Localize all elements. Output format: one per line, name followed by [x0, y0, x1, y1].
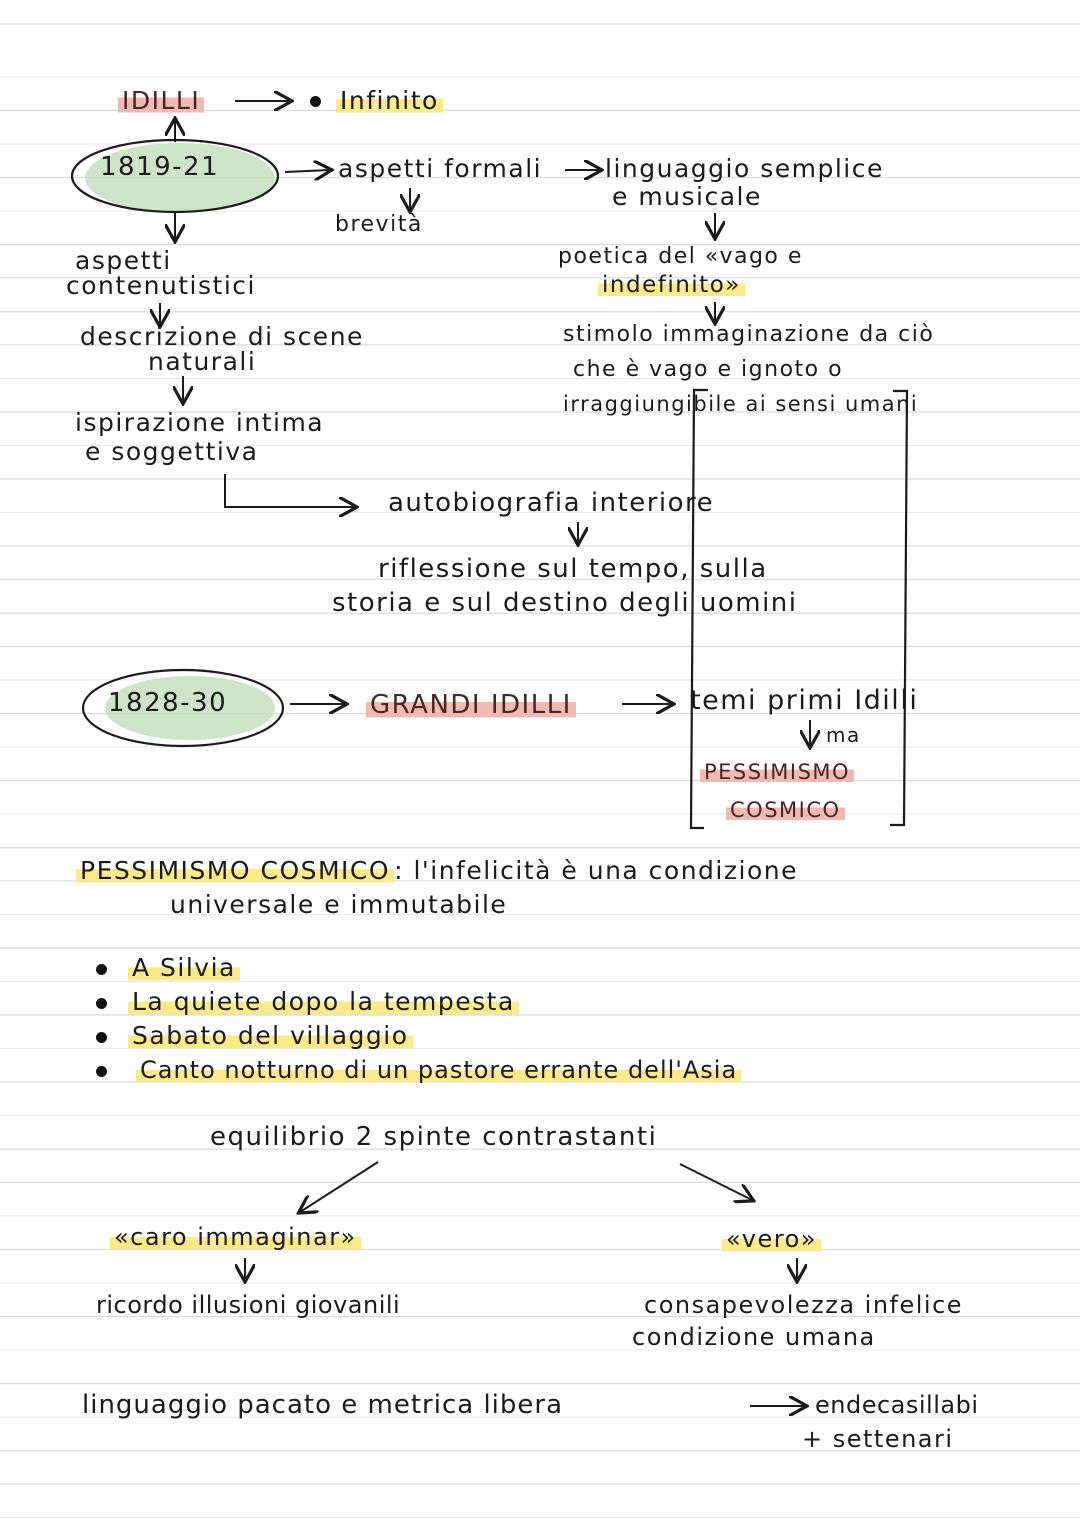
contenutistici-text: contenutistici — [66, 271, 256, 300]
work-item: A Silvia — [128, 953, 240, 982]
condizione-umana: condizione umana — [632, 1323, 876, 1351]
endecasillabi: endecasillabi — [815, 1391, 979, 1419]
equilibrio-title: equilibrio 2 spinte contrastanti — [210, 1122, 658, 1152]
idilli-label: IDILLI — [118, 86, 204, 115]
infinito-text: Infinito — [336, 86, 443, 115]
bullet-dot — [96, 964, 107, 975]
work-item: Sabato del villaggio — [128, 1021, 413, 1050]
caro-immaginar: «caro immaginar» — [110, 1223, 361, 1251]
grandi-idilli-label: GRANDI IDILLI — [366, 690, 576, 720]
work-item: Canto notturno di un pastore errante dell'Asia — [136, 1056, 741, 1084]
bullet-dot — [96, 998, 107, 1009]
linguaggio-pacato: linguaggio pacato e metrica libera — [82, 1390, 564, 1420]
ricordo-illusioni: ricordo illusioni giovanili — [96, 1291, 401, 1319]
ma-text: ma — [826, 723, 861, 747]
vero-label: «vero» — [722, 1225, 821, 1253]
temi-primi-idilli: temi primi Idilli — [690, 685, 919, 716]
pessimismo-definition-1: : l'infelicità è una condizione — [394, 856, 798, 885]
work-item: La quiete dopo la tempesta — [128, 987, 519, 1016]
pessimismo-cosmico-term: PESSIMISMO COSMICO — [76, 856, 394, 885]
box-cosmico: COSMICO — [726, 798, 845, 822]
years-1828-30: 1828-30 — [108, 688, 228, 718]
indefinito: indefinito» — [598, 272, 745, 298]
soggettiva-text: e soggettiva — [85, 437, 259, 466]
pessimismo-definition-2: universale e immutabile — [170, 890, 508, 919]
bullet-dot — [310, 96, 321, 107]
consapevolezza-infelice: consapevolezza infelice — [644, 1291, 964, 1319]
years-1819-21: 1819-21 — [100, 152, 220, 182]
e-musicale: e musicale — [612, 182, 762, 211]
stimolo-line-2: che è vago e ignoto o — [573, 357, 844, 382]
ispirazione-text: ispirazione intima — [75, 408, 325, 437]
autobiografia-interiore: autobiografia interiore — [388, 488, 715, 518]
bullet-dot — [96, 1032, 107, 1043]
naturali-text: naturali — [148, 347, 257, 376]
box-pessimismo: PESSIMISMO — [700, 760, 854, 784]
stimolo-line-1: stimolo immaginazione da ciò — [563, 322, 935, 347]
poetica-vago: poetica del «vago e — [558, 244, 803, 269]
brevita: brevità — [335, 212, 423, 237]
riflessione-line-1: riflessione sul tempo, sulla — [378, 554, 768, 584]
riflessione-line-2: storia e sul destino degli uomini — [332, 588, 798, 618]
descrizione-text: descrizione di scene — [80, 322, 364, 351]
bullet-dot — [96, 1066, 107, 1077]
aspetti-formali: aspetti formali — [338, 154, 543, 183]
linguaggio-semplice: linguaggio semplice — [605, 154, 884, 183]
stimolo-line-3: irraggiungibile ai sensi umani — [563, 392, 919, 416]
aspetti-text: aspetti — [75, 246, 172, 275]
settenari: + settenari — [802, 1425, 954, 1453]
